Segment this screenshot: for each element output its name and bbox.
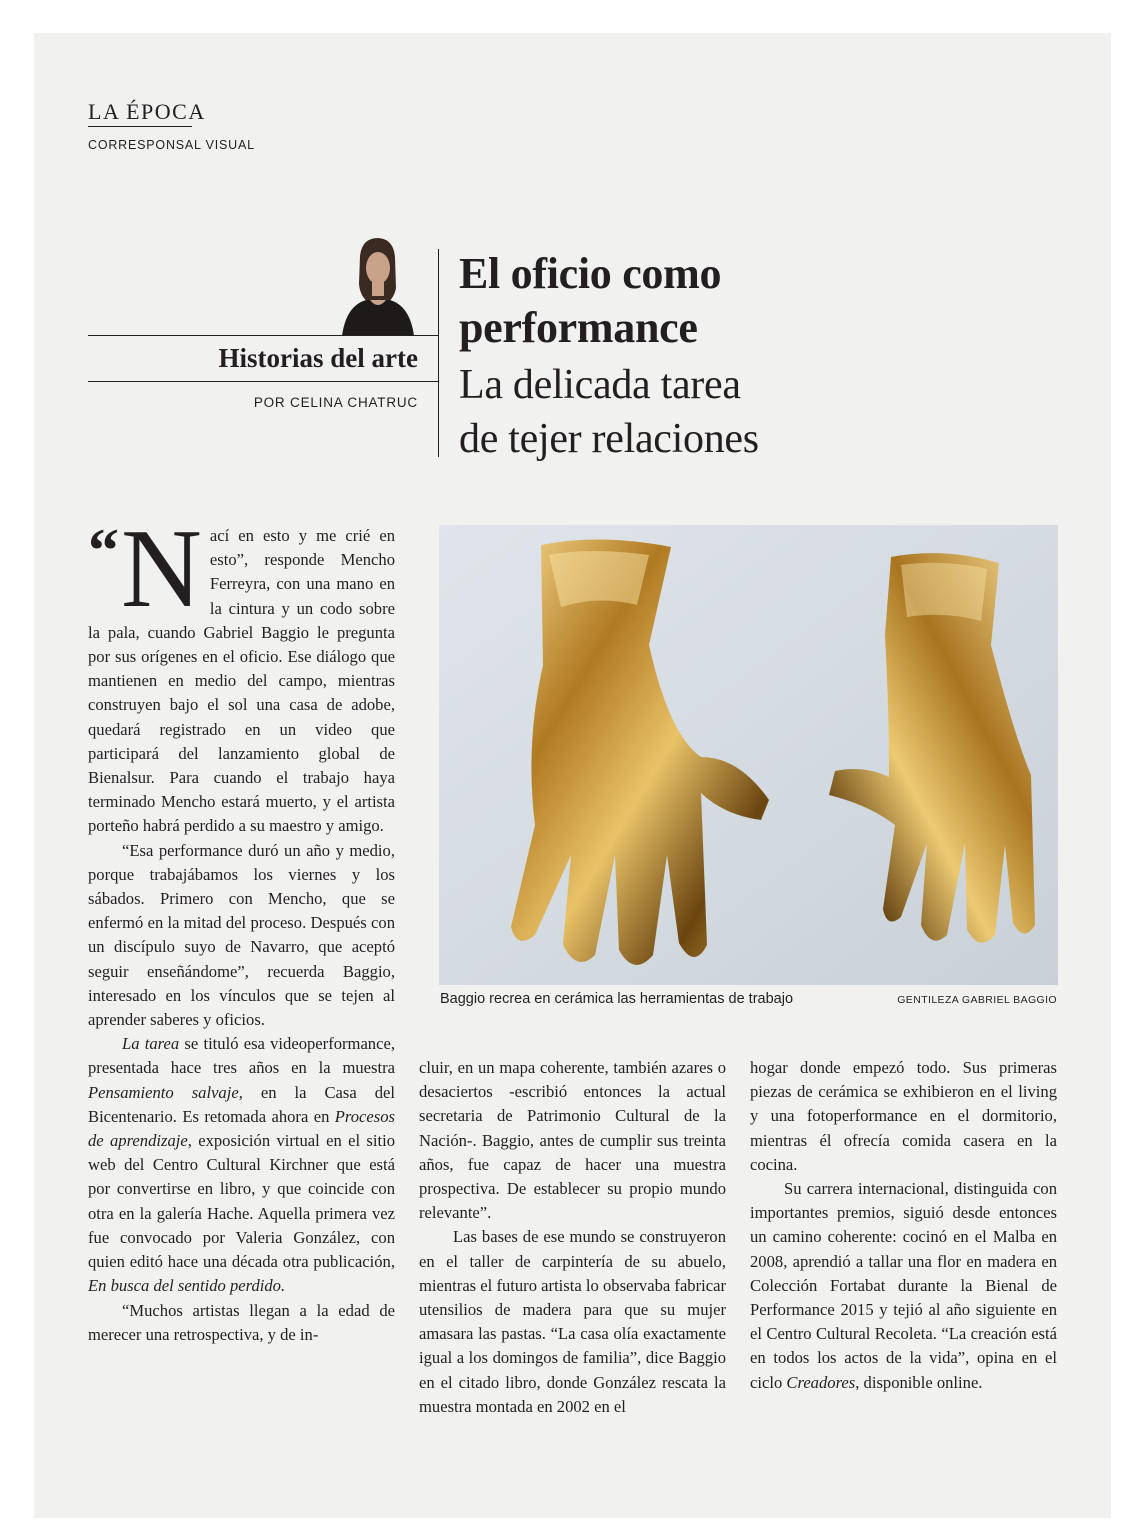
paragraph: “Esa performance duró un año y medio, porque trabajábamos los viernes y los sábados. Primero con Mencho, que se enfermó en la mitad del proceso. Después con un discípulo suyo de Navarro, que aceptó seguir enseñándome”, recuerda Baggio, interesado en los vínculos que se tejen al aprender saberes y oficios. [88, 840, 395, 1030]
body-column-1 [88, 507, 395, 1347]
author-portrait [332, 236, 420, 336]
body-column-2 [419, 1056, 726, 1419]
photo-caption: Baggio recrea en cerámica las herramientas de trabajo [440, 991, 794, 1007]
opening-quote: “ [88, 517, 119, 585]
paragraph-text: , disponible online. [855, 1372, 983, 1392]
headline [459, 247, 721, 355]
subheadline-line-2: de tejer relaciones [459, 416, 759, 462]
headline-line-2: performance [459, 303, 698, 352]
section-underline [88, 126, 192, 127]
drop-cap-letter: N [121, 507, 202, 631]
paragraph: hogar donde empezó todo. Sus primeras piezas de cerámica se exhibieron en el living y una fotoperformance en el dormitorio, mientras él ofrecía comida casera en la cocina. [750, 1058, 1057, 1174]
section-name: LA ÉPOCA [88, 99, 206, 124]
section-subtitle: CORRESPONSAL VISUAL [88, 138, 255, 152]
italic-title: Procesos de aprendizaje [88, 1106, 395, 1151]
paragraph-text: se tituló esa videoperformance, presentada hace tres años en la muestra [88, 1034, 395, 1078]
italic-title: Pensamiento salvaje [88, 1082, 239, 1102]
italic-title: La tarea [122, 1034, 180, 1054]
column-title-rule-bottom [88, 381, 438, 382]
subheadline-line-1: La delicada tarea [459, 362, 741, 408]
column-title-rule-top [88, 335, 438, 336]
paragraph-text: , en la Casa del Bicentenario. Es retomada ahora en [88, 1082, 395, 1126]
subheadline [459, 358, 759, 466]
paragraph-text: Su carrera internacional, distinguida con importantes premios, siguió desde entonces un camino coherente: cocinó en el Malba en 2008, aprendió a tallar una flor en madera en Colección Fortabat durante la Bienal de Performance 2015 y tejió al año siguiente en el Centro Cultural Recoleta. “La creación está en todos los actos de la vida”, opina en el ciclo [750, 1179, 1057, 1392]
newspaper-page [34, 33, 1111, 1518]
header-divider [438, 249, 439, 457]
drop-cap [88, 507, 202, 631]
paragraph: cluir, en un mapa coherente, también azares o desaciertos -escribió entonces la actual secretaria de Patrimonio Cultural de la Nación-. Baggio, antes de cumplir sus treinta años, fue capaz de hacer una muestra prospectiva. De establecer su propio mundo relevante”. [419, 1058, 726, 1223]
article-photo [439, 525, 1058, 985]
body-column-3 [750, 1056, 1057, 1395]
paragraph [88, 1032, 395, 1298]
paragraph: Las bases de ese mundo se construyeron en el taller de carpintería de su abuelo, mientras el futuro artista lo observaba fabricar utensilios de madera para que su mujer amasara las pastas. “La casa olía exactamente igual a los domingos de familia”, dice Baggio en el citado libro, donde González rescata la muestra montada en 2002 en el [419, 1227, 726, 1416]
ceramic-gloves-image [439, 525, 1058, 985]
paragraph-text: , exposición virtual en el sitio web del Centro Cultural Kirchner que está por convertirse en libro, y que coincide con otra en la galería Hache. Aquella primera vez fue convocado por Valeria González, con quien editó hace una década otra publicación, [88, 1131, 395, 1272]
italic-title: En busca del sentido perdido. [88, 1276, 286, 1296]
column-title: Historias del arte [218, 343, 418, 373]
paragraph [88, 507, 395, 839]
headline-line-1: El oficio como [459, 249, 722, 298]
paragraph [750, 1177, 1057, 1395]
italic-title: Creadores [786, 1372, 856, 1392]
paragraph: “Muchos artistas llegan a la edad de merecer una retrospectiva, y de in- [88, 1300, 395, 1344]
photo-credit: GENTILEZA GABRIEL BAGGIO [897, 994, 1057, 1006]
byline: POR CELINA CHATRUC [253, 395, 418, 410]
paragraph-text: ací en esto y me crié en esto”, responde Mencho Ferreyra, con una mano en la cintura y un codo sobre la pala, cuando Gabriel Baggio le pregunta por sus orígenes en el oficio. Ese diálogo que mantienen en medio del campo, mientras construyen bajo el sol una casa de adobe, quedará registrado en un video que participará del lanzamiento global de Bienalsur. Para cuando el trabajo haya terminado Mencho estará muerto, y el artista porteño habrá perdido a su maestro y amigo. [88, 526, 395, 836]
